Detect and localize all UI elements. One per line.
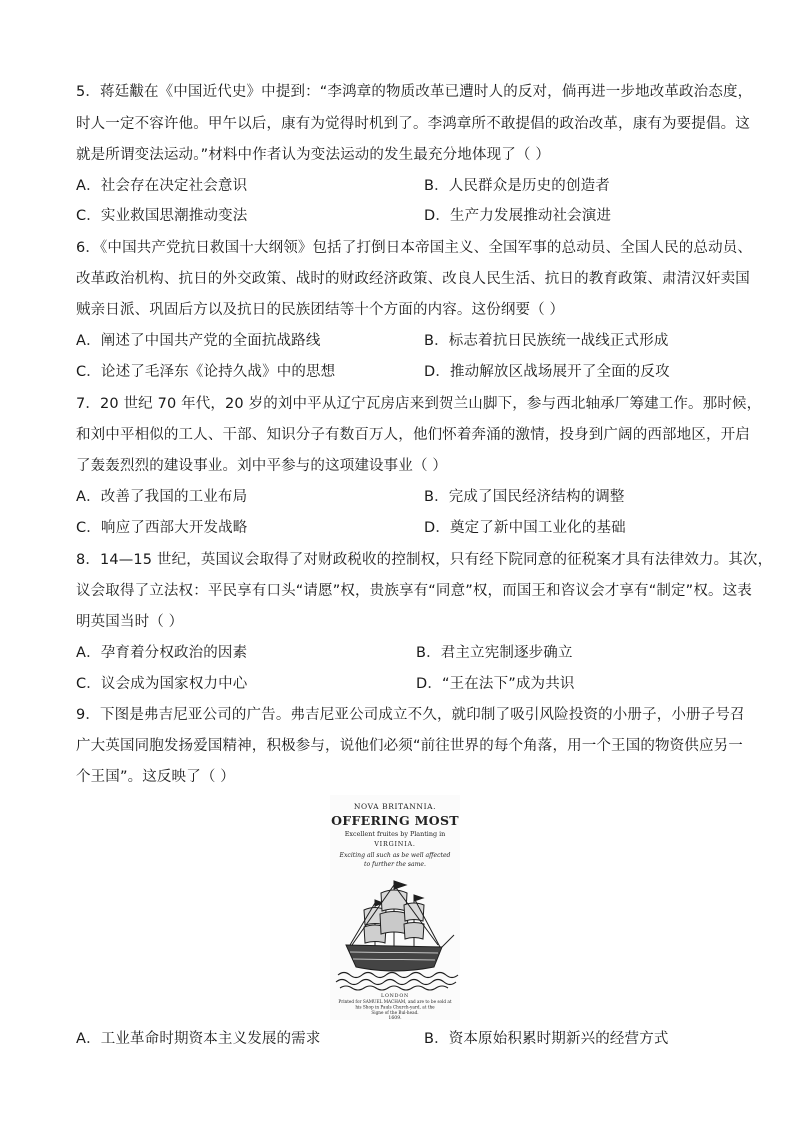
- q9-stem-line-2: 广大英国同胞发扬爱国精神，积极参与，说他们必须“前往世界的每个角落，用一个王国的物资供应另一: [76, 738, 743, 754]
- figure-line-offering-most: OFFERING MOST: [331, 813, 459, 828]
- q7-option-b: B．完成了国民经济结构的调整: [424, 489, 625, 505]
- figure-line-nova-britannia: NOVA BRITANNIA.: [353, 802, 437, 811]
- q7-option-a: A．改善了我国的工业布局: [76, 489, 248, 505]
- q6-stem-line-1: 6．《中国共产党抗日救国十大纲领》包括了打倒日本帝国主义、全国军事的总动员、全国人民的总动员、: [76, 240, 753, 256]
- q8-stem-line-3: 明英国当时（ ）: [76, 614, 184, 630]
- q8-option-c: C．议会成为国家权力中心: [76, 676, 248, 692]
- q7-stem-line-2: 和刘中平相似的工人、干部、知识分子有数百万人，他们怀着奔涌的激情，投身到广阔的西部地区，开启: [76, 427, 750, 443]
- q8-stem-line-2: 议会取得了立法权：平民享有口头“请愿”权，贵族享有“同意”权，而国王和咨议会才享有“制定”权。这表: [76, 583, 752, 599]
- q8-stem-line-1: 8．14—15 世纪，英国议会取得了对财政税收的控制权，只有经下院同意的征税案才具有法律效力。其次，: [76, 552, 773, 568]
- q6-option-b: B．标志着抗日民族统一战线正式形成: [424, 333, 669, 349]
- q9-stem-line-1: 9．下图是弗吉尼亚公司的广告。弗吉尼亚公司成立不久，就印制了吸引风险投资的小册子，小册子号召: [76, 707, 745, 723]
- q5-option-c: C．实业救国思潮推动变法: [76, 208, 248, 224]
- figure-line-to-further: to further the same.: [364, 861, 426, 868]
- q5-stem-line-3: 就是所谓变法运动。”材料中作者认为变法运动的发生最充分地体现了（ ）: [76, 147, 550, 163]
- q7-option-c: C．响应了西部大开发战略: [76, 520, 248, 536]
- figure-imprint-shop: his Shop in Pauls Church-yard, at the: [355, 1004, 435, 1010]
- q9-option-b: B．资本原始积累时期新兴的经营方式: [424, 1031, 669, 1047]
- figure-imprint-signe: Signe of the Bul-head.: [371, 1010, 419, 1015]
- title-page-illustration: [330, 795, 460, 1020]
- figure-imprint-london: LONDON: [380, 994, 410, 999]
- q7-stem-line-1: 7．20 世纪 70 年代，20 岁的刘中平从辽宁瓦房店来到贺兰山脚下，参与西北轴承厂筹建工作。那时候，: [76, 396, 762, 412]
- figure-line-virginia: VIRGINIA.: [374, 840, 416, 848]
- q5-option-d: D．生产力发展推动社会演进: [424, 208, 612, 224]
- q6-option-c: C．论述了毛泽东《论持久战》中的思想: [76, 364, 336, 380]
- q5-option-a: A．社会存在决定社会意识: [76, 178, 248, 194]
- q6-option-a: A．阐述了中国共产党的全面抗战路线: [76, 333, 321, 349]
- q7-stem-line-3: 了轰轰烈烈的建设事业。刘中平参与的这项建设事业（ ）: [76, 458, 448, 474]
- q5-stem-line-2: 时人一定不容许他。甲午以后，康有为觉得时机到了。李鸿章所不敢提倡的政治改革，康有为要提倡。这: [76, 116, 750, 132]
- figure-imprint-printed-for: Printed for SAMUEL MACHAM, and are to be sold at: [338, 999, 452, 1004]
- q6-stem-line-3: 贼亲日派、巩固后方以及抗日的民族团结等十个方面的内容。这份纲要（ ）: [76, 302, 565, 318]
- nova-britannia-title-page-figure: [330, 795, 460, 1020]
- q6-stem-line-2: 改革政治机构、抗日的外交政策、战时的财政经济政策、改良人民生活、抗日的教育政策、肃清汉奸卖国: [76, 271, 750, 287]
- q8-option-d: D．“王在法下”成为共识: [416, 676, 575, 692]
- q6-option-d: D．推动解放区战场展开了全面的反攻: [424, 364, 670, 380]
- figure-line-excellent-fruites: Excellent fruites by Planting in: [344, 830, 446, 838]
- q9-option-a: A．工业革命时期资本主义发展的需求: [76, 1031, 321, 1047]
- figure-line-exciting-all: Exciting all such as be well affected: [339, 852, 451, 859]
- figure-imprint-year: 1609.: [388, 1016, 402, 1020]
- q8-option-a: A．孕育着分权政治的因素: [76, 645, 248, 661]
- q7-option-d: D．奠定了新中国工业化的基础: [424, 520, 626, 536]
- q9-stem-line-3: 个王国”。这反映了（ ）: [76, 769, 235, 785]
- q5-option-b: B．人民群众是历史的创造者: [424, 178, 610, 194]
- q8-option-b: B．君主立宪制逐步确立: [416, 645, 573, 661]
- q5-stem-line-1: 5．蒋廷黻在《中国近代史》中提到：“李鸿章的物质改革已遭时人的反对，倘再进一步地改革政治态度，: [76, 84, 753, 100]
